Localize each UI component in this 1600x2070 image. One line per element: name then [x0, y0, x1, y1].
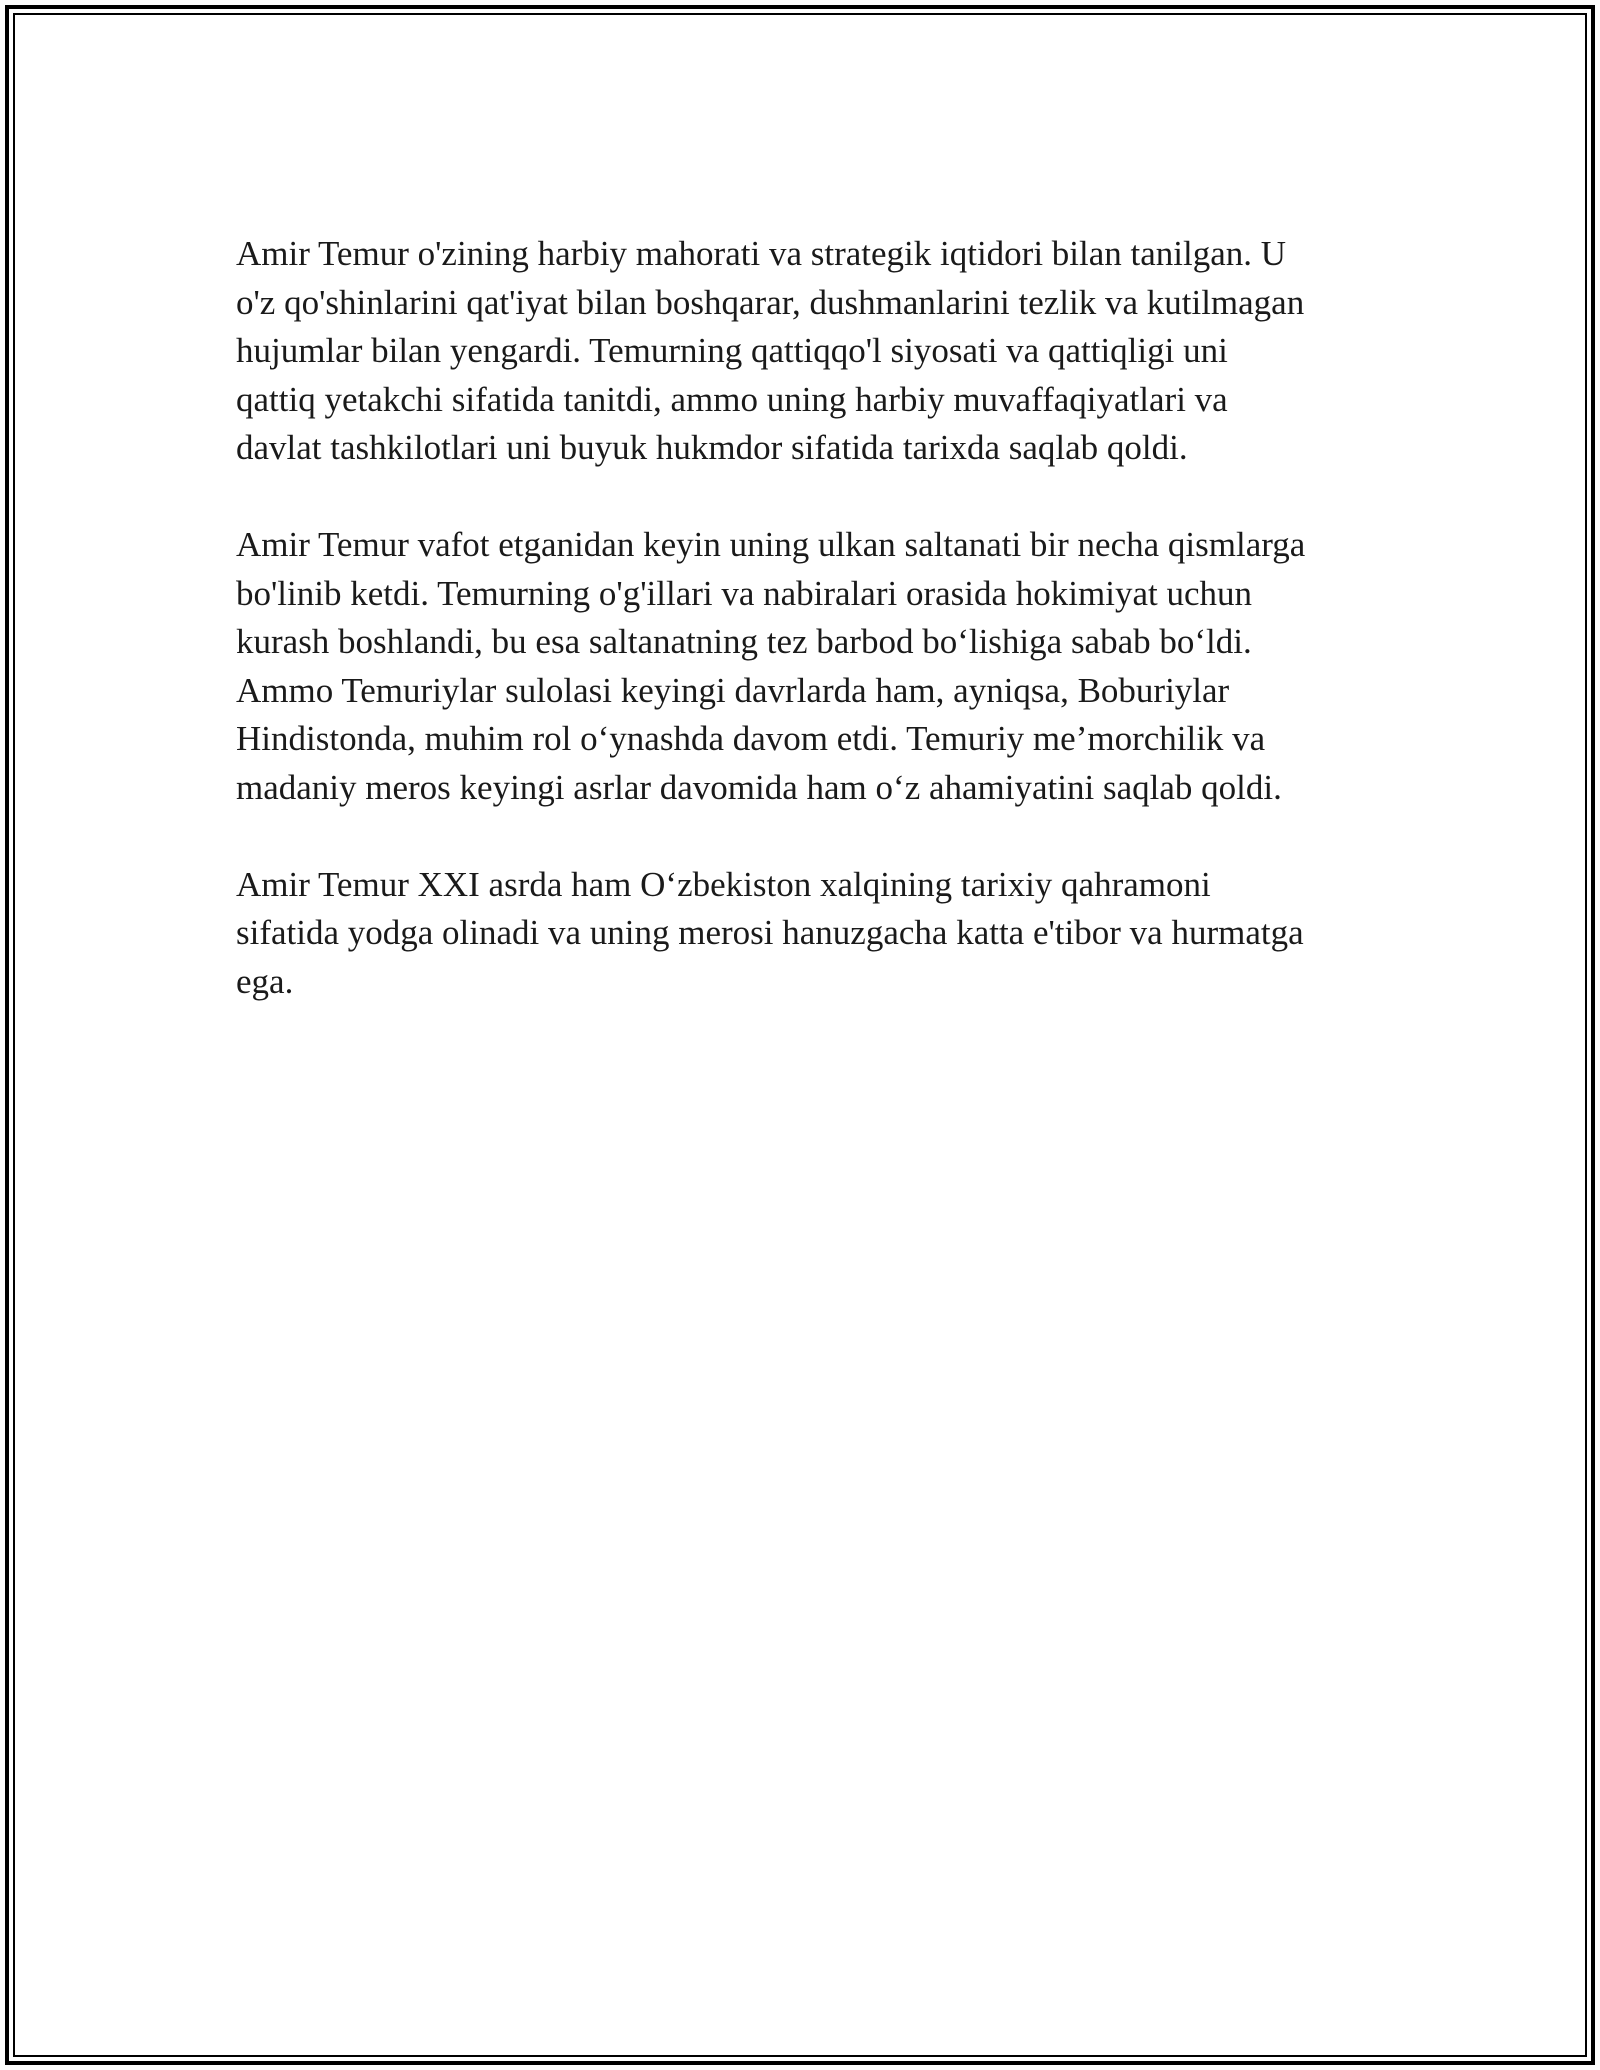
text-line: o'z qo'shinlarini qat'iyat bilan boshqarar, dushmanlarini tezlik va kutilmagan: [236, 282, 1305, 322]
text-line: bo'linib ketdi. Temurning o'g'illari va nabiralari orasida hokimiyat uchun: [236, 573, 1253, 613]
document-body: [236, 230, 1386, 1055]
text-line: Ammo Temuriylar sulolasi keyingi davrlarda ham, ayniqsa, Boburiylar: [236, 670, 1230, 710]
text-line: madaniy meros keyingi asrlar davomida ham o‘z ahamiyatini saqlab qoldi.: [236, 767, 1282, 807]
paragraph-1: [236, 230, 1386, 473]
text-line: Amir Temur vafot etganidan keyin uning ulkan saltanati bir necha qismlarga: [236, 525, 1306, 564]
text-line: davlat tashkilotlari uni buyuk hukmdor sifatida tarixda saqlab qoldi.: [236, 428, 1188, 467]
text-line: sifatida yodga olinadi va uning merosi hanuzgacha katta e'tibor va hurmatga: [236, 913, 1304, 952]
text-line: hujumlar bilan yengardi. Temurning qattiqqo'l siyosati va qattiqligi uni: [236, 331, 1228, 370]
text-line: kurash boshlandi, bu esa saltanatning tez barbod bo‘lishiga sabab bo‘ldi.: [236, 622, 1252, 661]
text-line: ega.: [236, 961, 294, 1001]
text-line: Amir Temur o'zining harbiy mahorati va strategik iqtidori bilan tanilgan. U: [236, 234, 1287, 273]
paragraph-3: [236, 861, 1386, 1007]
text-line: Hindistonda, muhim rol o‘ynashda davom etdi. Temuriy me’morchilik va: [236, 719, 1266, 758]
text-line: qattiq yetakchi sifatida tanitdi, ammo uning harbiy muvaffaqiyatlari va: [236, 379, 1228, 419]
paragraph-2: [236, 521, 1386, 812]
text-line: Amir Temur XXI asrda ham O‘zbekiston xalqining tarixiy qahramoni: [236, 864, 1211, 904]
